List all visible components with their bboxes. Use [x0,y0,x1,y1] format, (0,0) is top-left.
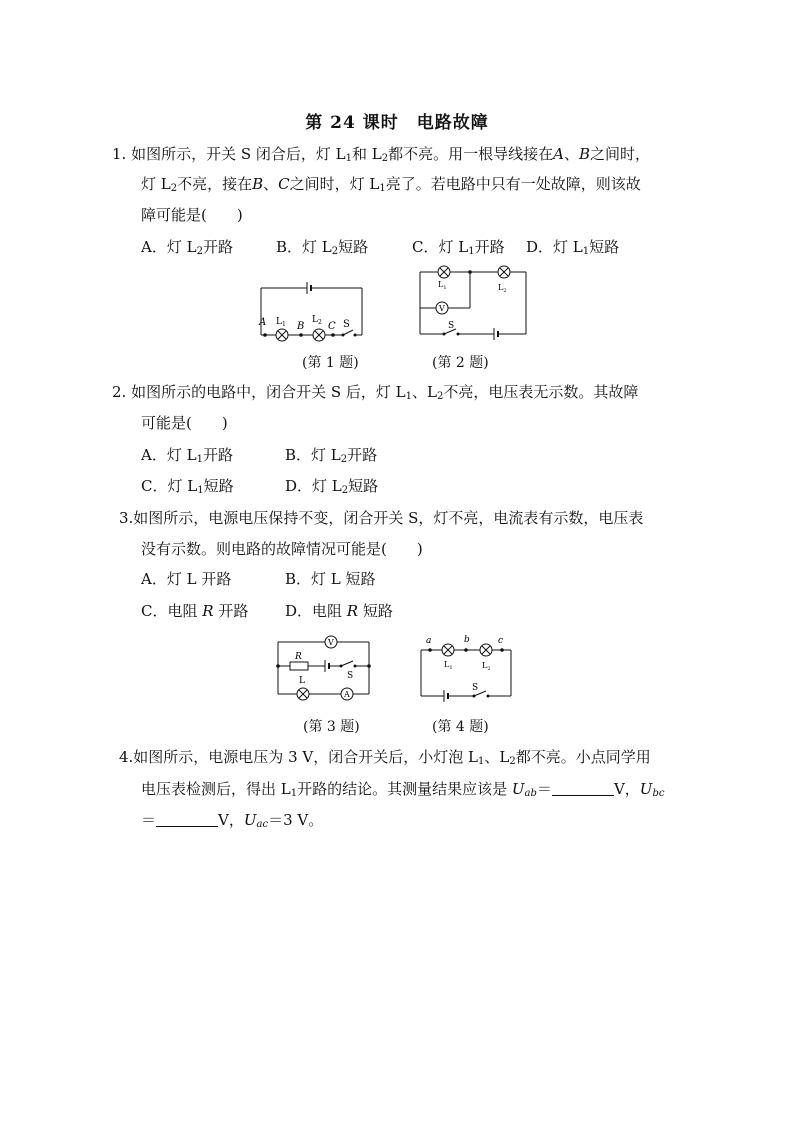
fig2-label-s: S [448,321,455,331]
fig4-label-l2: $L_2$ [482,661,491,672]
page-title: 第 24 课时 电路故障 [305,113,489,133]
q4-line-2: 电压表检测后，得出 $L_1$开路的结论。其测量结果应该是 $U_{ab}= V$，$U_{bc}$ [141,780,665,799]
q4-line-1: 4.如图所示，电源电压为 3 V，闭合开关后，小灯泡 $L_1$、$L_2$都不亮。小点同学用 [119,748,651,767]
caption-fig-3: (第 3 题) [303,719,360,735]
q1-option-c[interactable]: C．灯 $L_1$开路 [412,238,505,257]
figure-1-circuit [255,278,370,348]
caption-fig-1: (第 1 题) [302,355,359,371]
q2-line-2: 可能是( ) [141,414,228,432]
q3-line-1: 3.如图所示，电源电压保持不变，闭合开关 S，灯不亮，电流表有示数，电压表 [119,509,644,527]
q1-option-b[interactable]: B．灯 $L_2$短路 [276,238,369,257]
q4-line-3: ＝ V，$U_{ac}=3$ V。 [141,811,324,830]
fig2-label-l2: $L_2$ [498,283,507,294]
answer-blank-ubc[interactable] [156,812,218,827]
fig1-label-l2: $L_2$ [312,315,322,326]
fig2-voltmeter-v: V [439,304,445,313]
fig4-label-l1: $L_1$ [444,660,453,671]
fig4-label-a: a [426,636,432,646]
q2-option-d[interactable]: D．灯 $L_2$短路 [285,477,379,496]
figure-4-circuit [418,632,518,707]
fig1-label-b: B [297,321,305,332]
q3-option-b[interactable]: B．灯 L 短路 [285,570,376,588]
fig3-label-r: R [295,652,302,662]
figure-2-circuit [418,262,530,342]
answer-blank-uab[interactable] [552,781,614,796]
q3-line-2: 没有示数。则电路的故障情况可能是( ) [141,540,423,558]
caption-fig-4: (第 4 题) [432,719,489,735]
fig1-label-l1: $L_1$ [276,317,286,328]
q2-option-c[interactable]: C．灯 $L_1$短路 [141,477,234,496]
fig1-label-s: S [343,319,350,330]
q3-option-a[interactable]: A．灯 L 开路 [141,570,232,588]
fig1-label-a: A [259,317,267,328]
q1-option-d[interactable]: D．灯 $L_1$短路 [526,238,620,257]
fig3-label-l: L [299,676,305,686]
fig4-label-c: c [498,636,504,646]
fig4-label-b: b [464,635,470,645]
fig1-label-c: C [328,321,336,332]
q3-option-d[interactable]: D．电阻 R 短路 [285,602,393,620]
q2-line-1: 2. 如图所示的电路中，闭合开关 S 后，灯 $L_1$、$L_2$不亮，电压表无示数。其故障 [112,383,639,402]
q2-option-b[interactable]: B．灯 $L_2$开路 [285,446,378,465]
q2-option-a[interactable]: A．灯 $L_1$开路 [141,446,233,465]
figure-3-circuit [275,632,375,707]
fig2-label-l1: $L_1$ [438,280,447,291]
fig3-label-s: S [347,671,354,681]
q3-option-c[interactable]: C．电阻 R 开路 [141,602,249,620]
q1-line-1: 1. 如图所示，开关 S 闭合后，灯 $L_1$和 $L_2$都不亮。用一根导线接在A、B之间时， [112,145,651,164]
fig3-ammeter-a: A [344,690,350,699]
q1-option-a[interactable]: A．灯 $L_2$开路 [141,238,233,257]
q1-line-3: 障可能是( ) [141,206,243,224]
fig3-voltmeter-v: V [328,638,334,647]
caption-fig-2: (第 2 题) [432,355,489,371]
fig4-label-s: S [472,683,479,693]
q1-line-2: 灯 $L_2$不亮，接在B、C之间时，灯 $L_1$亮了。若电路中只有一处故障，则该故 [141,175,641,194]
